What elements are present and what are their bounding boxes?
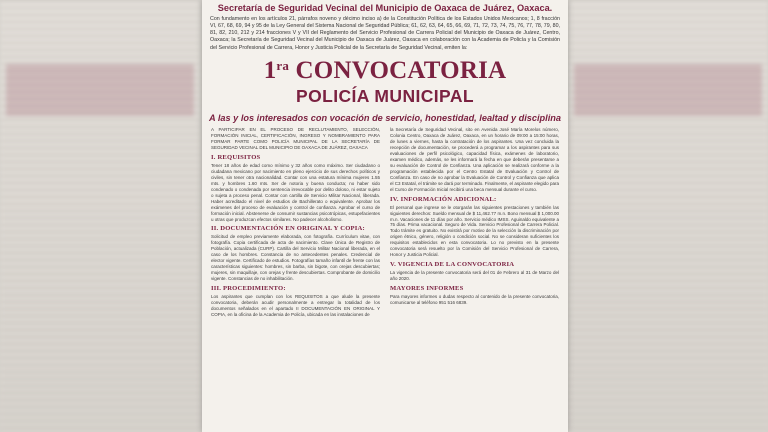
section-procedimiento-title: III. PROCEDIMIENTO:: [211, 285, 286, 293]
tagline: A las y los interesados con vocación de servicio, honestidad, lealtad y disciplina: [209, 112, 561, 123]
page-title: [202, 58, 568, 83]
section-requisitos-title: I. REQUISITOS: [211, 153, 261, 161]
blurred-background-right: [568, 0, 768, 432]
procedure-continuation: la Secretaría de Seguridad Vecinal, sito en Avenida José María Morelos número, Colonia Centro, Oaxaca de Juárez, Oaxaca, en un horario de 09:00 a 15:00 horas, de lunes a viernes, hasta la contratación de los aspirantes. Una vez concluida la recepción de documentación, se procederá a programar a los aspirantes para sus evaluaciones de perfil psicológico, capacidad física, exámenes de laboratorio, examen médico, además, se les informará la fecha en que deberán presentarse a su evaluación de Control de Confianza. Una aplicación se realizará conforme a la programación establecida por el Centro Estatal de Evaluación y Control de Confianza. En caso de no aprobar la Evaluación de Control y Confianza que aplica el C3 Estatal, el trámite se dará por terminado. Finalmente, el aspirante elegido para el Curso de Formación Inicial recibirá una beca mensual durante el curso.: [390, 126, 559, 192]
section-informacion-text: El personal que ingrese se le otorgarán las siguientes prestaciones y también las siguientes derechos: Sueldo mensual de $ 11,462.77 m.n. Bono mensual $ 1,000.00 m.n. Vacaciones de 11 días por año. Servicio médico IMSS. Aguinaldo equivalente a 75 días. Prima vacacional. Seguro de Vida. Servicio Profesional de Carrera Policial. Todo trámite es gratuito. No existirá por motivo de la selección la discriminación por origen étnico, género, religión o condición social. No se consideran suficientes los requisitos establecidos en esta convocatoria. Lo no previsto en la presente convocatoria será resuelto por la Comisión del Servicio Profesional de Carrera, Honor y Justicia Policial.: [390, 204, 559, 258]
legal-intro-paragraph: Con fundamento en los artículos 21, párrafos noveno y décimo inciso a) de la Constitución Política de los Estados Unidos Mexicanos; 1, 8 fracción VI, 67, 68, 69, 94 y 95 de la Ley General del Sistema Nacional de Seguridad Pública; 61, 62, 63, 64, 65, 66, 69, 71, 72, 73, 74, 75, 76, 77, 78, 79, 80, 81, 82, 210, 212 y 214 fracciones V y VII del Reglamento del Servicio Profesional de Carrera Policial del Municipio de Oaxaca de Juárez, Centro, Oaxaca; la Secretaría de Seguridad Vecinal del Municipio de Oaxaca de Juárez, Oaxaca en colaboración con la Academia de Policía y la Comisión del Servicio Profesional de Carrera, Honor y Justicia Policial de la Secretaría de Seguridad Vecinal, emiten la:: [210, 16, 560, 51]
section-informes-title: MAYORES INFORMES: [390, 285, 464, 293]
left-column: [211, 127, 380, 322]
title-number: 1: [263, 56, 277, 84]
page-subtitle: POLICÍA MUNICIPAL: [296, 85, 474, 106]
title-block: [202, 58, 568, 107]
section-informacion-title: IV. INFORMACIÓN ADICIONAL:: [390, 195, 497, 203]
blurred-title-band: [574, 64, 762, 116]
convocatoria-document: [202, 0, 568, 432]
document-header: [202, 0, 568, 52]
opening-paragraph: A PARTICIPAR EN EL PROCESO DE RECLUTAMIENTO, SELECCIÓN, FORMACIÓN INICIAL, CERTIFICACIÓN, INGRESO Y NOMBRAMIENTO PARA FORMAR PARTE COMO POLICÍA MUNICIPAL DE LA SECRETARÍA DE SEGURIDAD VECINAL DEL MUNICIPIO DE OAXACA DE JUÁREZ, OAXACA: [211, 126, 380, 150]
section-documentacion-text: Solicitud de empleo previamente elaborada, con fotografía. Currículum vitae, con fotografía. Copia certificada de acta de nacimiento. Clave Única de Registro de Población, actualizada (CURP). Cartilla del Servicio Militar Nacional liberada, en el caso de los hombres. Constancia de no antecedentes penales. Credencial de elector vigente. Certificado de estudios. Fotografías tamaño infantil de frente con las características siguientes: hombres, sin barba, sin bigote, con orejas descubiertas; mujeres, sin maquillaje, con orejas y frente descubiertas. Comprobante de domicilio vigente. Constancias de no inhabilitación.: [211, 234, 380, 282]
title-ordinal: ra: [276, 57, 290, 73]
section-informes-text: Para mayores informes o dudas respecto al contenido de la presente convocatoria, comunicarse al teléfono 951 516 6839.: [390, 294, 559, 306]
blurred-title-band: [6, 64, 194, 116]
secretaria-heading: Secretaría de Seguridad Vecinal del Municipio de Oaxaca de Juárez, Oaxaca.: [217, 3, 553, 13]
blurred-background-left: [0, 0, 200, 432]
right-column: [390, 127, 559, 322]
section-requisitos-text: Tener 18 años de edad como mínimo y 32 años como máximo. Ser ciudadano o ciudadana mexicano por nacimiento en pleno ejercicio de sus derechos políticos y civiles, sin tener otra nacionalidad. Contar con una estatura mínima mujeres 1.55 mts. y hombres 1.60 mts. Ser de notoria y buena conducta; no haber sido condenado o condenada por sentencia irrevocable por delito doloso, ni estar sujeto o sujeta a proceso penal. Contar con cartilla de Servicio Militar Nacional, liberada. Haber acreditado el nivel de estudios de Bachillerato o equivalente. Aprobar los exámenes del proceso de evaluación y control de confianza. Aprobar el curso de formación inicial. Abstenerse de consumir sustancias psicotrópicas, estupefacientes u otras que produzcan efectos similares. No padecer alcoholismo.: [211, 162, 380, 222]
section-vigencia-title: V. VIGENCIA DE LA CONVOCATORIA: [390, 261, 515, 269]
section-documentacion-title: II. DOCUMENTACIÓN EN ORIGINAL Y COPIA:: [211, 225, 365, 233]
section-vigencia-text: La vigencia de la presente convocatoria será del 01 de Febrero al 31 de Marzo del año 2020.: [390, 270, 559, 282]
title-text: CONVOCATORIA: [295, 56, 507, 84]
two-column-body: [202, 127, 568, 322]
section-procedimiento-text: Los aspirantes que cumplan con los REQUISITOS a que alude la presente convocatoria, deberán acudir personalmente a entregar la totalidad de los documentos señalados en el apartado II DOCUMENTACIÓN EN ORIGINAL Y COPIA, en la oficina de la Academia de Policía, ubicada en las instalaciones de: [211, 294, 380, 318]
